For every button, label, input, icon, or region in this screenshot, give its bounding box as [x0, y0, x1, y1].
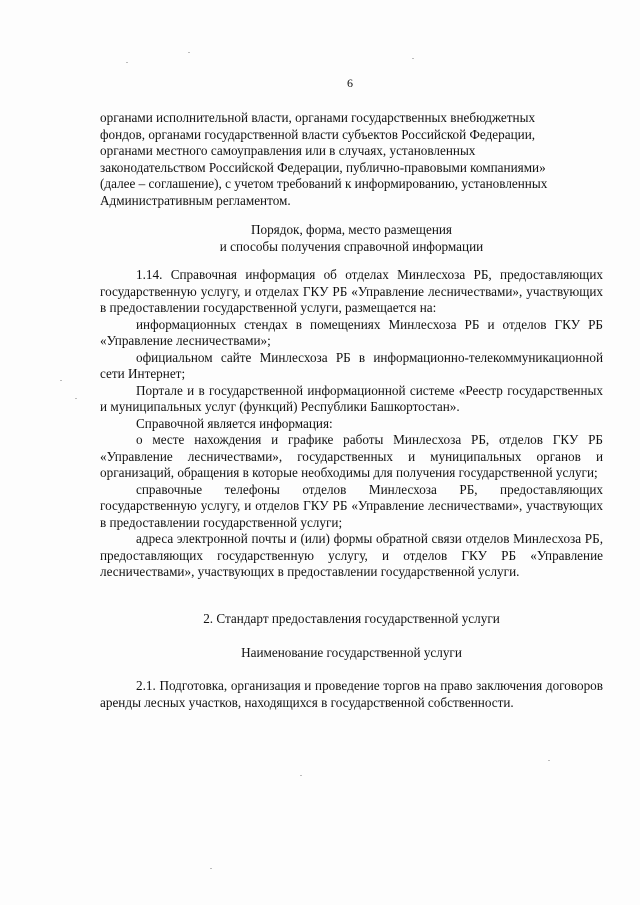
paragraph: информационных стендах в помещениях Минлесхоза РБ и отделов ГКУ РБ «Управление лесничествами»; — [100, 316, 603, 348]
paragraph: адреса электронной почты и (или) формы обратной связи отделов Минлесхоза РБ, предоставляющих государственную услугу, и отделов ГКУ РБ «Управление лесничествами», участвующих в предоставлении государственной услуги. — [100, 531, 603, 579]
subsection-heading: Наименование государственной услуги — [241, 645, 462, 660]
paragraph-2-1 — [100, 678, 603, 711]
paragraph: 1.14. Справочная информация об отделах Минлесхоза РБ, предоставляющих государственную услугу, и отделах ГКУ РБ «Управление лесничествами», участвующих в предоставлении государственной услуги, размещается на: — [100, 267, 603, 315]
text-line: (далее – соглашение), с учетом требований к информированию, установленных — [100, 176, 548, 191]
page-number: 6 — [347, 76, 353, 90]
text-line: фондов, органами государственной власти субъектов Российской Федерации, — [100, 126, 536, 142]
paragraph: справочные телефоны отделов Минлесхоза РБ, предоставляющих государственную услугу, и отделов ГКУ РБ «Управление лесничествами», участвующих в предоставлении государственной услуги; — [100, 481, 603, 530]
heading-line: Порядок, форма, место размещения — [250, 222, 453, 237]
subsection-heading-info — [100, 222, 603, 255]
intro-paragraph — [100, 110, 603, 209]
subsection-heading-name — [100, 645, 603, 662]
paragraph-1-14 — [100, 267, 603, 581]
section-2-title — [100, 611, 603, 628]
paragraph: о месте нахождения и графике работы Минлесхоза РБ, отделов ГКУ РБ «Управление лесничествами», государственных и муниципальных органов и организаций, обращения в которые необходимы для получения государственной услуги; — [100, 432, 603, 480]
paragraph: Портале и в государственной информационной системе «Реестр государственных и муниципальных услуг (функций) Республики Башкортостан». — [100, 382, 603, 414]
text-line: органами местного самоуправления или в случаях, установленных — [100, 143, 476, 158]
paragraph: официальном сайте Минлесхоза РБ в информационно-телекоммуникационной сети Интернет; — [100, 349, 603, 381]
paragraph: Справочной является информация: — [136, 415, 333, 431]
section-heading: 2. Стандарт предоставления государственной услуги — [203, 611, 500, 626]
heading-line: и способы получения справочной информации — [219, 238, 484, 254]
paragraph: 2.1. Подготовка, организация и проведение торгов на право заключения договоров аренды лесных участков, находящихся в государственной собственности. — [100, 678, 603, 710]
text-line: законодательством Российской Федерации, публично-правовыми компаниями» — [100, 159, 546, 175]
text-line: Административным регламентом. — [100, 192, 291, 208]
text-line: органами исполнительной власти, органами государственных внебюджетных — [100, 110, 536, 125]
